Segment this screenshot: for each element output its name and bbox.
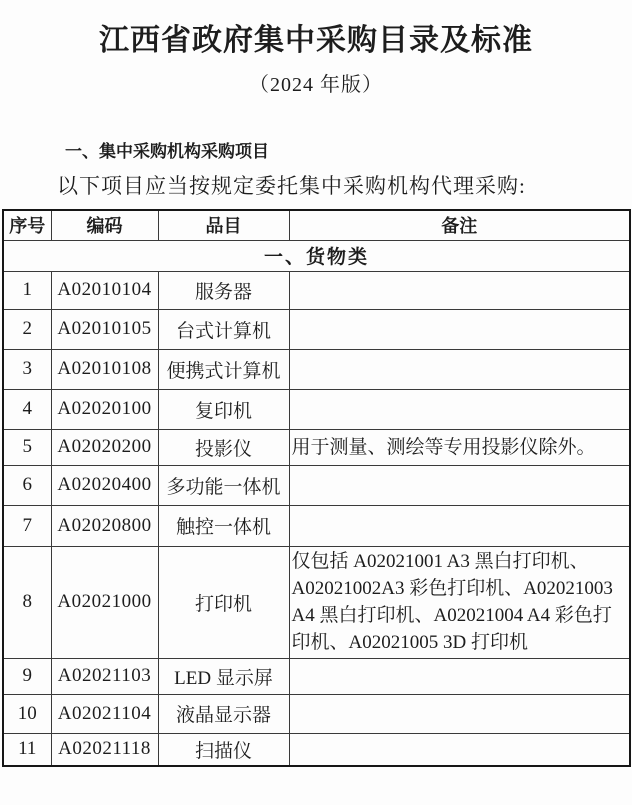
table-row	[3, 271, 630, 309]
cell-code: A02010108	[51, 349, 158, 389]
cell-remark	[289, 505, 630, 546]
cell-code: A02020800	[51, 505, 158, 546]
cell-code: A02021103	[51, 658, 158, 694]
table-header-row	[3, 210, 630, 240]
col-header-code: 编码	[51, 210, 158, 240]
cell-code: A02010105	[51, 309, 158, 349]
cell-item: 液晶显示器	[158, 694, 289, 733]
category-row	[3, 240, 630, 271]
procurement-catalog-table	[2, 209, 631, 767]
cell-item: 便携式计算机	[158, 349, 289, 389]
cell-seq: 8	[3, 546, 51, 658]
document-subtitle: （2024 年版）	[249, 74, 383, 96]
cell-item: 台式计算机	[158, 309, 289, 349]
table-row	[3, 465, 630, 505]
col-header-item: 品目	[158, 210, 289, 240]
cell-seq: 11	[3, 733, 51, 766]
col-header-remark: 备注	[289, 210, 630, 240]
cell-item: 扫描仪	[158, 733, 289, 766]
cell-item: 复印机	[158, 389, 289, 429]
document-page	[0, 25, 632, 805]
cell-seq: 6	[3, 465, 51, 505]
cell-seq: 2	[3, 309, 51, 349]
table-row	[3, 658, 630, 694]
cell-code: A02010104	[51, 271, 158, 309]
cell-remark	[289, 658, 630, 694]
cell-remark	[289, 271, 630, 309]
col-header-seq: 序号	[3, 210, 51, 240]
document-title: 江西省政府集中采购目录及标准	[99, 24, 533, 57]
table-row	[3, 389, 630, 429]
cell-remark: 用于测量、测绘等专用投影仪除外。	[289, 429, 630, 465]
cell-item: LED 显示屏	[158, 658, 289, 694]
cell-seq: 7	[3, 505, 51, 546]
cell-item: 服务器	[158, 271, 289, 309]
cell-seq: 10	[3, 694, 51, 733]
table-row	[3, 309, 630, 349]
cell-code: A02020400	[51, 465, 158, 505]
table-header	[3, 210, 630, 240]
cell-seq: 5	[3, 429, 51, 465]
table-row	[3, 349, 630, 389]
cell-item: 投影仪	[158, 429, 289, 465]
table-row	[3, 429, 630, 465]
cell-item: 打印机	[158, 546, 289, 658]
table-row	[3, 733, 630, 766]
table-row	[3, 694, 630, 733]
cell-remark	[289, 733, 630, 766]
section-heading: 一、集中采购机构采购项目	[65, 142, 269, 161]
cell-remark	[289, 349, 630, 389]
cell-item: 多功能一体机	[158, 465, 289, 505]
table-body	[3, 240, 630, 766]
category-label: 一、货物类	[3, 240, 630, 271]
cell-code: A02021000	[51, 546, 158, 658]
cell-code: A02020200	[51, 429, 158, 465]
cell-seq: 4	[3, 389, 51, 429]
cell-code: A02020100	[51, 389, 158, 429]
cell-seq: 9	[3, 658, 51, 694]
table-row	[3, 546, 630, 658]
cell-code: A02021118	[51, 733, 158, 766]
cell-code: A02021104	[51, 694, 158, 733]
cell-remark	[289, 389, 630, 429]
cell-seq: 1	[3, 271, 51, 309]
cell-remark	[289, 465, 630, 505]
cell-item: 触控一体机	[158, 505, 289, 546]
cell-remark	[289, 694, 630, 733]
cell-remark: 仅包括 A02021001 A3 黑白打印机、A02021002A3 彩色打印机、A02021003 A4 黑白打印机、A02021004 A4 彩色打印机、A02021005 3D 打印机	[289, 546, 630, 658]
cell-seq: 3	[3, 349, 51, 389]
table-row	[3, 505, 630, 546]
intro-text: 以下项目应当按规定委托集中采购机构代理采购:	[57, 174, 526, 198]
cell-remark	[289, 309, 630, 349]
